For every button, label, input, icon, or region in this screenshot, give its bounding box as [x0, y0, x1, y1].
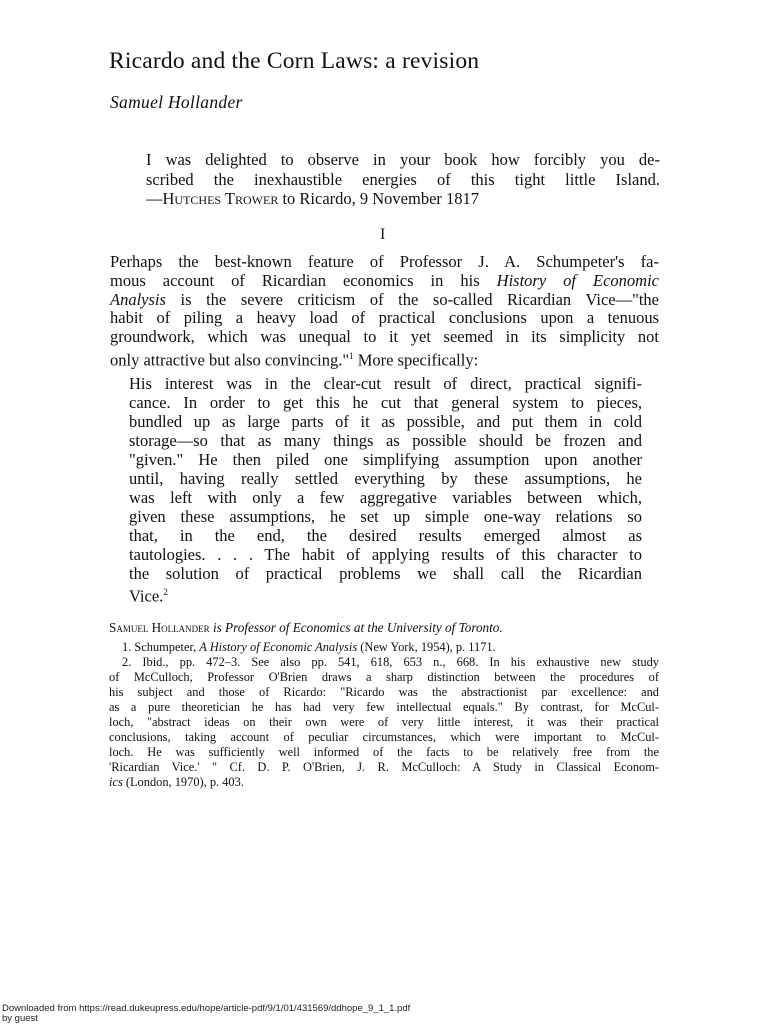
quote-line: cance. In order to get this he cut that general system to pieces, [129, 393, 642, 412]
body-text: More specifically: [353, 350, 479, 370]
footnote-book-title: ics [109, 775, 123, 789]
article-author: Samuel Hollander [110, 92, 243, 112]
footnote-2-line: loch, "abstract ideas on their own were of very little interest, it was their practical [109, 715, 659, 729]
epigraph-line: I was delighted to observe in your book how forcibly you de- [146, 150, 660, 169]
author-note-name: Samuel Hollander [109, 620, 210, 635]
quote-line: until, having really settled everything by these assumptions, he [129, 469, 642, 488]
quote-line: storage—so that as many things as possible should be frozen and [129, 431, 642, 450]
quote-line: was left with only a few aggregative variables between which, [129, 488, 642, 507]
footnote-text: (London, 1970), p. 403. [122, 775, 244, 789]
footnote-2-line: as a pure theoretician he has had very few intellectual equals." By contrast, for McCul- [109, 700, 659, 714]
footnote-text: 1. Schumpeter, [122, 640, 200, 654]
quote-line: the solution of practical problems we shall call the Ricardian [129, 564, 642, 583]
body-line [110, 271, 659, 291]
body-text: mous account of Ricardian economics in his [110, 271, 497, 290]
footnote-2-line: conclusions, taking account of peculiar circumstances, which were important to McCul- [109, 730, 659, 744]
attribution-rest: to Ricardo, 9 November 1817 [278, 189, 480, 208]
author-note [109, 620, 503, 636]
body-line [110, 346, 659, 371]
download-link[interactable]: Downloaded from https://read.dukeupress.edu/hope/article-pdf/9/1/01/431569/ddhope_9_1_1.pdf [2, 1003, 411, 1014]
quote-line: that, in the end, the desired results emerged almost as [129, 526, 642, 545]
footnote-2-line: his subject and those of Ricardo: "Ricardo was the abstractionist par excellence: and [109, 685, 659, 699]
footnote-ref: 2 [163, 587, 168, 597]
body-line [110, 290, 659, 310]
download-user: by guest [2, 1013, 38, 1024]
epigraph-attribution [146, 189, 660, 209]
footnote-2-line [109, 775, 659, 789]
footnote-1 [122, 640, 672, 654]
attribution-name: Hutches Trower [162, 189, 279, 208]
book-title: Analysis [110, 290, 166, 309]
quote-line: "given." He then piled one simplifying assumption upon another [129, 450, 642, 469]
attribution-dash: — [146, 189, 163, 208]
footnote-ref: 1 [349, 351, 354, 361]
body-text: is the severe criticism of the so-called Ricardian Vice—"the [165, 290, 659, 309]
footnote-text: (New York, 1954), p. 1171. [357, 640, 496, 654]
body-line: habit of piling a heavy load of practical conclusions upon a tenuous [110, 308, 659, 327]
quote-line: bundled up as large parts of it as possible, and put them in cold [129, 412, 642, 431]
quote-line: His interest was in the clear-cut result of direct, practical signifi- [129, 374, 642, 393]
footnote-2-line: of McCulloch, Professor O'Brien draws a sharp distinction between the procedures of [109, 670, 659, 684]
body-line: groundwork, which was unequal to it yet seemed in its simplicity not [110, 327, 659, 346]
quote-text: Vice. [129, 586, 164, 606]
footnote-2-line: 2. Ibid., pp. 472–3. See also pp. 541, 618, 653 n., 668. In his exhaustive new study [122, 655, 659, 669]
author-note-text: is Professor of Economics at the University of Toronto. [209, 620, 503, 635]
section-number: I [380, 226, 386, 243]
epigraph-line: scribed the inexhaustible energies of this tight little Island. [146, 170, 660, 189]
quote-line: given these assumptions, he set up simple one-way relations so [129, 507, 642, 526]
book-title: History of Economic [496, 271, 660, 290]
footnote-book-title: A History of Economic Analysis [199, 640, 358, 654]
download-notice [2, 1004, 410, 1024]
quote-line: tautologies. . . . The habit of applying results of this character to [129, 545, 642, 564]
article-title: Ricardo and the Corn Laws: a revision [109, 48, 480, 74]
body-text: only attractive but also convincing." [110, 350, 350, 370]
quote-line [129, 583, 642, 606]
footnote-2-line: 'Ricardian Vice.' " Cf. D. P. O'Brien, J. R. McCulloch: A Study in Classical Econom- [109, 760, 659, 774]
body-line: Perhaps the best-known feature of Professor J. A. Schumpeter's fa- [110, 252, 659, 271]
footnote-2-line: loch. He was sufficiently well informed of the facts to be relatively free from the [109, 745, 659, 759]
